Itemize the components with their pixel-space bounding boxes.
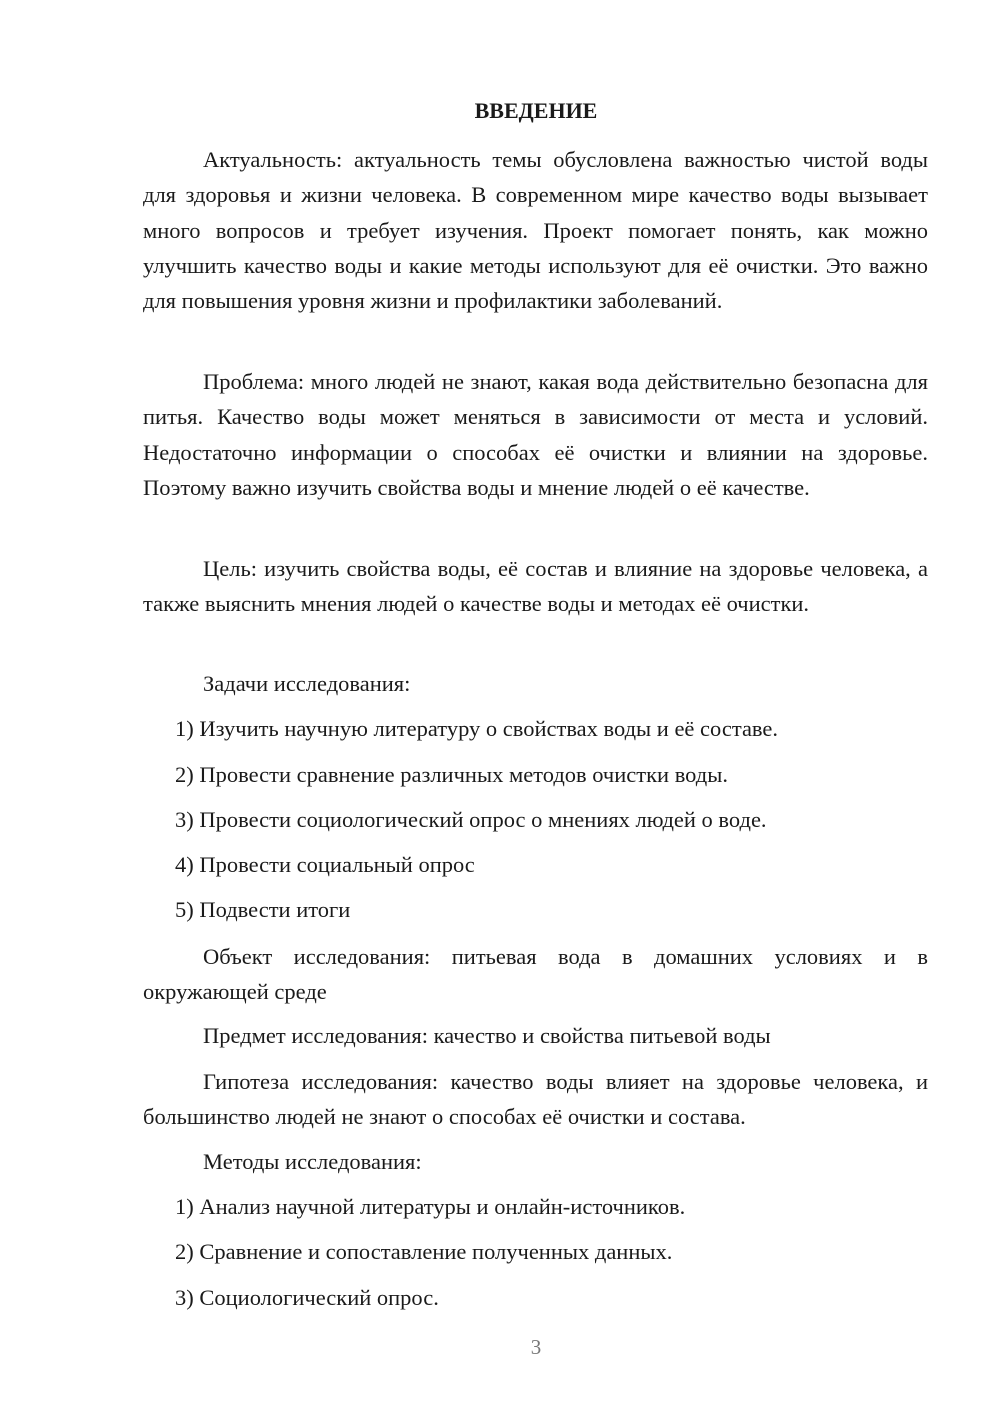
task-item-4: 4) Провести социальный опрос (175, 852, 475, 877)
method-item-3: 3) Социологический опрос. (175, 1285, 439, 1310)
paragraph-hypothesis: Гипотеза исследования: качество воды влияет на здоровье человека, и большинство людей не знают о способах её очистки и состава. (143, 1069, 928, 1130)
page-number: 3 (530, 1335, 542, 1359)
page-title: ВВЕДЕНИЕ (474, 98, 598, 123)
task-item-2: 2) Провести сравнение различных методов очистки воды. (175, 762, 728, 787)
method-item-1: 1) Анализ научной литературы и онлайн-источников. (175, 1194, 686, 1219)
task-item-5: 5) Подвести итоги (175, 897, 351, 922)
task-item-1: 1) Изучить научную литературу о свойствах воды и её составе. (175, 716, 779, 741)
methods-heading: Методы исследования: (203, 1149, 422, 1174)
paragraph-subject: Предмет исследования: качество и свойства питьевой воды (203, 1023, 771, 1048)
tasks-heading: Задачи исследования: (203, 671, 411, 696)
paragraph-object: Объект исследования: питьевая вода в домашних условиях и в окружающей среде (143, 944, 928, 1005)
paragraph-problem: Проблема: много людей не знают, какая вода действительно безопасна для питья. Качество воды может меняться в зависимости от места и условий. Недостаточно информации о способах её очистки и влиянии на здоровье. Поэтому важно изучить свойства воды и мнение людей о её качестве. (143, 369, 928, 500)
paragraph-relevance: Актуальность: актуальность темы обусловлена важностью чистой воды для здоровья и жизни человека. В современном мире качество воды вызывает много вопросов и требует изучения. Проект помогает понять, как можно улучшить качество воды и какие методы используют для её очистки. Это важно для повышения уровня жизни и профилактики заболеваний. (143, 147, 928, 314)
task-item-3: 3) Провести социологический опрос о мнениях людей о воде. (175, 807, 767, 832)
paragraph-goal: Цель: изучить свойства воды, её состав и влияние на здоровье человека, а также выяснить мнения людей о качестве воды и методах её очистки. (143, 556, 928, 617)
method-item-2: 2) Сравнение и сопоставление полученных данных. (175, 1239, 673, 1264)
